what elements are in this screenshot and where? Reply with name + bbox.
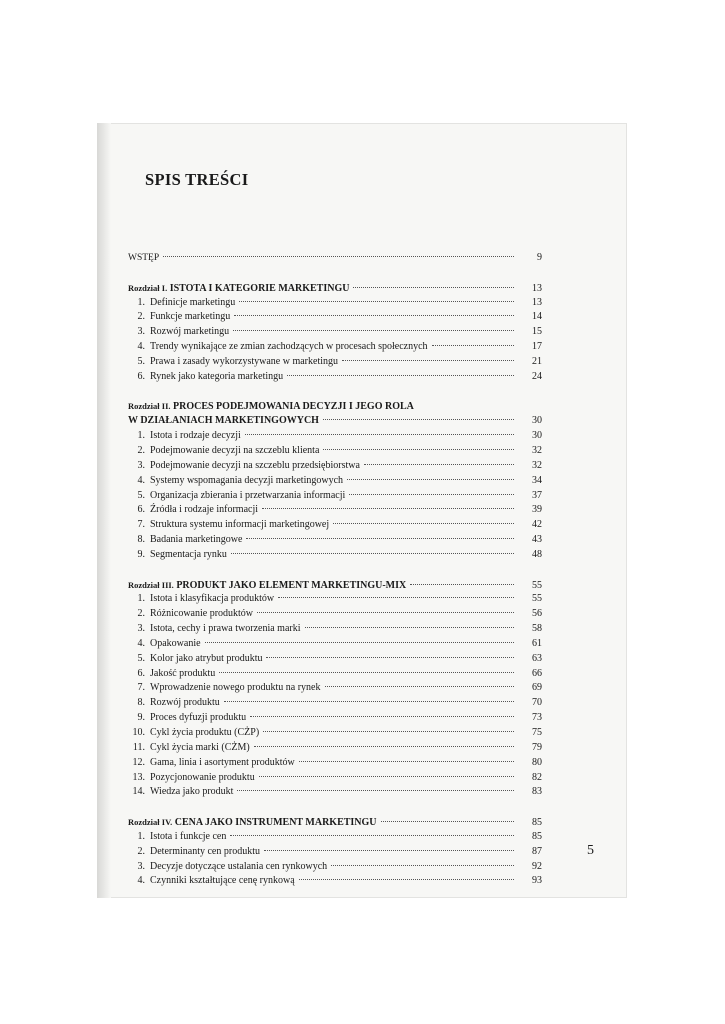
toc-leader-dots <box>287 375 514 376</box>
toc-page-number: 13 <box>532 296 542 308</box>
toc-leader-dots <box>299 761 514 762</box>
toc-leader-dots <box>325 686 515 687</box>
toc-leader-dots <box>234 315 514 316</box>
toc-entry-row <box>128 548 542 563</box>
toc-page-number: 30 <box>532 415 542 427</box>
toc-entry-text: Wprowadzenie nowego produktu na rynek <box>150 682 321 694</box>
page-gutter-shadow <box>97 123 111 898</box>
toc-entry-text: Istota i klasyfikacja produktów <box>150 593 275 605</box>
chapter-title: ISTOTA I KATEGORIE MARKETINGU <box>169 282 350 294</box>
toc-leader-dots <box>233 330 514 331</box>
toc-entry-row <box>128 785 542 800</box>
toc-entry-row <box>128 592 542 607</box>
toc-entry-text: Wiedza jako produkt <box>150 786 234 798</box>
toc-entry-row <box>128 637 542 652</box>
toc-entry-row <box>128 518 542 533</box>
toc-intro-label: WSTĘP <box>128 253 160 263</box>
toc-entry-text: Proces dyfuzji produktu <box>150 712 247 724</box>
toc-entry-number: 7. <box>137 682 145 694</box>
toc-entry-number: 9. <box>137 712 145 724</box>
toc-page-number: 48 <box>532 548 542 560</box>
toc-page-number: 9 <box>537 252 542 263</box>
toc-page-number: 43 <box>532 534 542 546</box>
toc-entry-row <box>128 296 542 311</box>
toc-entry-number: 14. <box>132 786 145 798</box>
toc-page-number: 15 <box>532 326 542 338</box>
toc-chapter-row-line1 <box>128 399 542 414</box>
toc-leader-dots <box>349 494 514 495</box>
toc-leader-dots <box>323 419 514 420</box>
toc-entry-text: Definicje marketingu <box>150 296 236 308</box>
toc-leader-dots <box>264 850 514 851</box>
toc-entry-number: 8. <box>137 697 145 709</box>
toc-entry-number: 3. <box>137 860 145 872</box>
toc-page-number: 82 <box>532 771 542 783</box>
toc-leader-dots <box>305 627 515 628</box>
toc-entry-row <box>128 681 542 696</box>
toc-entry-row <box>128 696 542 711</box>
toc-leader-dots <box>254 746 514 747</box>
toc-entry-row <box>128 652 542 667</box>
toc-page-number: 93 <box>532 875 542 887</box>
toc-page-number: 13 <box>532 282 542 294</box>
toc-entry-number: 4. <box>137 474 145 486</box>
toc-leader-dots <box>364 464 514 465</box>
toc-entry-text: Różnicowanie produktów <box>150 608 254 620</box>
toc-entry-text: Cykl życia marki (CŻM) <box>150 741 250 753</box>
toc-leader-dots <box>245 434 514 435</box>
toc-page-number: 80 <box>532 756 542 768</box>
toc-page-number: 30 <box>532 430 542 442</box>
toc-entry-row <box>128 607 542 622</box>
toc-leader-dots <box>219 672 514 673</box>
toc-entry-row <box>128 860 542 875</box>
toc-chapter-row <box>128 578 542 593</box>
page-folio-number: 5 <box>587 843 594 858</box>
toc-leader-dots <box>250 716 514 717</box>
toc-entry-number: 2. <box>137 608 145 620</box>
toc-leader-dots <box>278 597 514 598</box>
toc-entry-text: Organizacja zbierania i przetwarzania informacji <box>150 489 346 501</box>
toc-leader-dots <box>347 479 514 480</box>
toc-leader-dots <box>333 523 514 524</box>
chapter-label: Rozdział I. <box>128 282 168 293</box>
toc-entry-text: Gama, linia i asortyment produktów <box>150 756 295 768</box>
toc-entry-text: Istota i funkcje cen <box>150 830 227 842</box>
toc-leader-dots <box>263 731 514 732</box>
toc-entry-text: Jakość produktu <box>150 667 216 679</box>
chapter-label: Rozdział III. <box>128 579 174 590</box>
toc-entry-row <box>128 340 542 355</box>
toc-page-number: 24 <box>532 370 542 382</box>
toc-entry-row <box>128 459 542 474</box>
toc-intro-row <box>128 251 542 266</box>
toc-entry-number: 2. <box>137 444 145 456</box>
toc-page-number: 92 <box>532 860 542 872</box>
toc-page-number: 85 <box>532 830 542 842</box>
toc-entry-row <box>128 741 542 756</box>
toc-entry-row <box>128 489 542 504</box>
toc-entry-text: Segmentacja rynku <box>150 548 227 560</box>
toc-entry-row <box>128 503 542 518</box>
toc-entry-number: 10. <box>132 727 145 738</box>
toc-page-number: 37 <box>532 489 542 501</box>
toc-entry-row <box>128 370 542 385</box>
toc-leader-dots <box>237 790 514 791</box>
toc-entry-text: Badania marketingowe <box>150 534 243 546</box>
toc-entry-row <box>128 429 542 444</box>
toc-entry-number: 1. <box>137 593 145 605</box>
toc-entry-number: 2. <box>137 311 145 323</box>
toc-entry-number: 12. <box>132 756 145 768</box>
toc-leader-dots <box>163 256 514 257</box>
toc-entry-number: 9. <box>137 548 145 560</box>
toc-entry-text: Trendy wynikające ze zmian zachodzących w procesach społecznych <box>150 341 428 353</box>
chapter-title: PROCES PODEJMOWANIA DECYZJI I JEGO ROLA <box>173 401 414 413</box>
toc-page-number: 21 <box>532 355 542 367</box>
toc-leader-dots <box>230 835 514 836</box>
toc-leader-dots <box>331 865 514 866</box>
toc-page-number: 69 <box>532 682 542 694</box>
toc-page-number: 55 <box>532 579 542 591</box>
toc-entry-text: Czynniki kształtujące cenę rynkową <box>150 875 295 887</box>
table-of-contents <box>128 251 542 889</box>
toc-entry-text: Rozwój produktu <box>150 697 220 709</box>
toc-leader-dots <box>246 538 514 539</box>
toc-entry-text: Istota, cechy i prawa tworzenia marki <box>150 623 301 635</box>
toc-leader-dots <box>323 449 514 450</box>
toc-entry-row <box>128 711 542 726</box>
toc-page-number: 61 <box>532 637 542 649</box>
toc-entry-text: Cykl życia produktu (CŻP) <box>150 727 260 738</box>
toc-entry-row <box>128 756 542 771</box>
toc-entry-number: 8. <box>137 534 145 546</box>
toc-page-number: 87 <box>532 845 542 857</box>
toc-entry-number: 3. <box>137 326 145 338</box>
toc-page-number: 42 <box>532 519 542 531</box>
toc-leader-dots <box>342 360 514 361</box>
toc-page-number: 34 <box>532 474 542 486</box>
toc-leader-dots <box>381 821 514 822</box>
toc-leader-dots <box>231 553 514 554</box>
toc-entry-number: 5. <box>137 652 145 664</box>
toc-page-number: 14 <box>532 311 542 323</box>
toc-page-number: 58 <box>532 623 542 635</box>
toc-entry-text: Struktura systemu informacji marketingowej <box>150 519 330 531</box>
toc-entry-row <box>128 533 542 548</box>
toc-page-number: 17 <box>532 341 542 353</box>
toc-leader-dots <box>259 776 514 777</box>
toc-entry-row <box>128 771 542 786</box>
toc-entry-number: 13. <box>132 771 145 783</box>
page-title: SPIS TREŚCI <box>145 170 249 189</box>
toc-leader-dots <box>353 287 514 288</box>
toc-page-number: 70 <box>532 697 542 709</box>
toc-entry-number: 5. <box>137 489 145 501</box>
toc-entry-number: 6. <box>137 370 145 382</box>
toc-page-number: 83 <box>532 786 542 798</box>
toc-page-number: 85 <box>532 817 542 829</box>
toc-entry-text: Podejmowanie decyzji na szczeblu przedsiębiorstwa <box>150 459 360 471</box>
toc-leader-dots <box>262 508 514 509</box>
toc-page-number: 63 <box>532 652 542 664</box>
toc-entry-text: Prawa i zasady wykorzystywane w marketingu <box>150 355 338 367</box>
toc-page-number: 55 <box>532 593 542 605</box>
chapter-title: CENA JAKO INSTRUMENT MARKETINGU <box>174 817 377 829</box>
toc-leader-dots <box>299 879 514 880</box>
toc-entry-row <box>128 622 542 637</box>
toc-chapter-row <box>128 414 542 429</box>
toc-entry-text: Opakowanie <box>150 637 201 649</box>
toc-entry-row <box>128 444 542 459</box>
toc-entry-number: 3. <box>137 459 145 471</box>
toc-entry-number: 6. <box>137 504 145 516</box>
toc-entry-row <box>128 474 542 489</box>
toc-entry-number: 1. <box>137 430 145 442</box>
chapter-title: PRODUKT JAKO ELEMENT MARKETINGU-MIX <box>176 579 407 591</box>
toc-entry-text: Rynek jako kategoria marketingu <box>150 370 284 382</box>
toc-chapter-row <box>128 815 542 830</box>
toc-entry-row <box>128 845 542 860</box>
toc-entry-number: 1. <box>137 830 145 842</box>
toc-entry-row <box>128 667 542 682</box>
toc-page-number: 32 <box>532 444 542 456</box>
toc-entry-row <box>128 355 542 370</box>
chapter-title-line2: W DZIAŁANIACH MARKETINGOWYCH <box>128 415 319 427</box>
toc-page-number: 39 <box>532 504 542 516</box>
toc-entry-text: Decyzje dotyczące ustalania cen rynkowych <box>150 860 328 872</box>
toc-leader-dots <box>205 642 514 643</box>
toc-entry-text: Źródła i rodzaje informacji <box>150 504 259 516</box>
toc-entry-text: Determinanty cen produktu <box>150 845 260 857</box>
toc-page-number: 66 <box>532 667 542 679</box>
toc-page-number: 75 <box>532 727 542 738</box>
toc-entry-number: 4. <box>137 875 145 887</box>
toc-entry-text: Rozwój marketingu <box>150 326 230 338</box>
toc-entry-text: Kolor jako atrybut produktu <box>150 652 263 664</box>
toc-leader-dots <box>257 612 514 613</box>
toc-leader-dots <box>432 345 514 346</box>
toc-entry-number: 11. <box>132 741 145 753</box>
toc-leader-dots <box>224 701 514 702</box>
chapter-label: Rozdział IV. <box>128 817 173 828</box>
toc-entry-text: Istota i rodzaje decyzji <box>150 430 241 442</box>
toc-entry-number: 4. <box>137 637 145 649</box>
toc-entry-row <box>128 325 542 340</box>
toc-entry-number: 7. <box>137 519 145 531</box>
toc-entry-number: 5. <box>137 355 145 367</box>
toc-chapter-row <box>128 281 542 296</box>
toc-entry-row <box>128 310 542 325</box>
toc-entry-row <box>128 874 542 889</box>
toc-leader-dots <box>239 301 514 302</box>
toc-entry-row <box>128 830 542 845</box>
toc-page-number: 79 <box>532 741 542 753</box>
toc-leader-dots <box>266 657 514 658</box>
toc-entry-text: Systemy wspomagania decyzji marketingowych <box>150 474 344 486</box>
toc-entry-number: 2. <box>137 845 145 857</box>
toc-page-number: 73 <box>532 712 542 724</box>
toc-entry-text: Funkcje marketingu <box>150 311 231 323</box>
toc-leader-dots <box>410 584 514 585</box>
toc-entry-text: Pozycjonowanie produktu <box>150 771 255 783</box>
toc-page-number: 56 <box>532 608 542 620</box>
chapter-label: Rozdział II. <box>128 401 171 412</box>
toc-entry-number: 6. <box>137 667 145 679</box>
toc-entry-number: 1. <box>137 296 145 308</box>
toc-entry-row <box>128 726 542 741</box>
toc-entry-number: 4. <box>137 341 145 353</box>
toc-entry-number: 3. <box>137 623 145 635</box>
toc-page-number: 32 <box>532 459 542 471</box>
toc-entry-text: Podejmowanie decyzji na szczeblu klienta <box>150 444 320 456</box>
